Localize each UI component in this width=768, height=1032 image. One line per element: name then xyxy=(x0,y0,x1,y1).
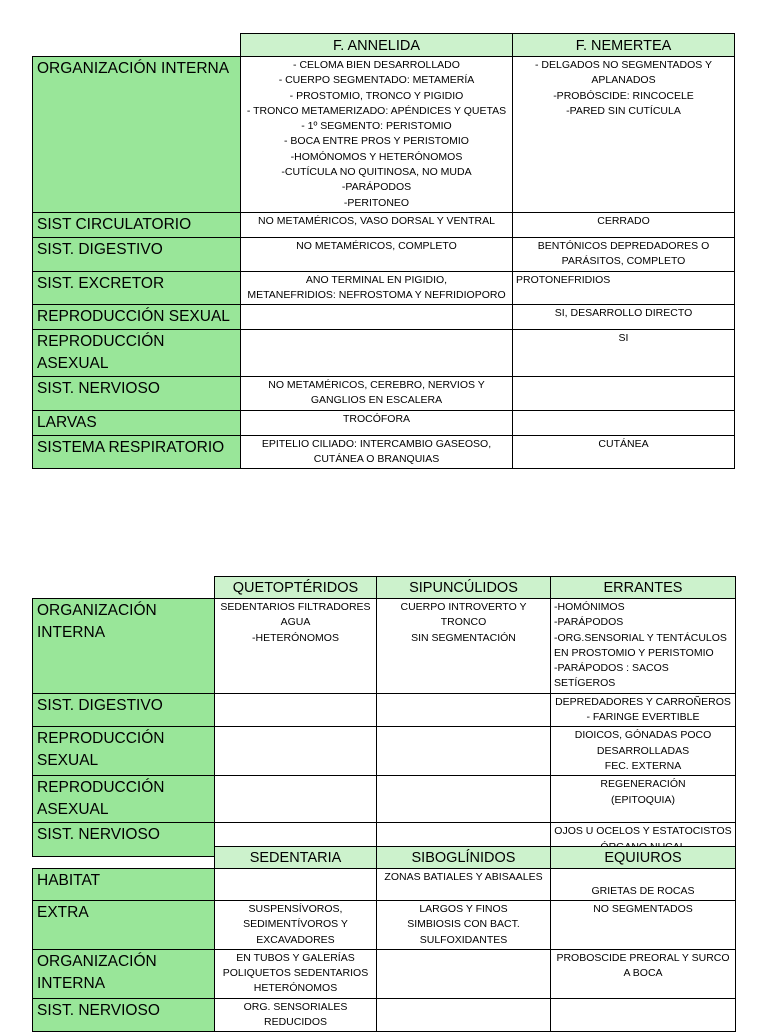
table-cell: SEDENTARIOS FILTRADORES AGUA -HETERÓNOMOS xyxy=(215,599,377,694)
table-cell xyxy=(215,727,377,776)
corner-blank xyxy=(33,34,241,57)
column-header: SIBOGLÍNIDOS xyxy=(377,847,551,869)
table-cell: CUERPO INTROVERTO Y TRONCO SIN SEGMENTACIÓN xyxy=(377,599,551,694)
table-cell: ZONAS BATIALES Y ABISAALES xyxy=(377,869,551,901)
polychaeta-groups-table xyxy=(32,576,736,857)
table-cell: EPITELIO CILIADO: INTERCAMBIO GASEOSO, CUTÁNEA O BRANQUIAS xyxy=(241,435,513,469)
column-header: SIPUNCÚLIDOS xyxy=(377,577,551,599)
row-label: SISTEMA RESPIRATORIO xyxy=(33,435,241,469)
table-cell: NO SEGMENTADOS xyxy=(551,901,736,950)
column-header: ERRANTES xyxy=(551,577,736,599)
annelida-nemertea-table xyxy=(32,33,735,469)
table-cell: GRIETAS DE ROCAS xyxy=(551,869,736,901)
row-label: SIST. NERVIOSO xyxy=(33,823,215,857)
table-cell xyxy=(215,693,377,727)
table-cell: ORG. SENSORIALES REDUCIDOS xyxy=(215,998,377,1032)
column-header: F. NEMERTEA xyxy=(513,34,735,57)
row-label: ORGANIZACIÓN INTERNA xyxy=(33,949,215,998)
table-cell: TROCÓFORA xyxy=(241,410,513,435)
sedentaria-groups-table xyxy=(32,846,736,1032)
table-cell xyxy=(241,305,513,330)
table-cell: PROTONEFRIDIOS xyxy=(513,271,735,305)
table-cell: OJOS U OCELOS Y ESTATOCISTOS xyxy=(551,823,736,857)
row-label: EXTRA xyxy=(33,901,215,950)
row-label: SIST. NERVIOSO xyxy=(33,377,241,411)
table-cell xyxy=(377,693,551,727)
table-cell: CERRADO xyxy=(513,213,735,238)
table-cell xyxy=(377,949,551,998)
table-cell xyxy=(215,776,377,823)
table-cell: SI, DESARROLLO DIRECTO xyxy=(513,305,735,330)
row-label: LARVAS xyxy=(33,410,241,435)
table-cell: ANO TERMINAL EN PIGIDIO, METANEFRIDIOS: NEFROSTOMA Y NEFRIDIOPORO xyxy=(241,271,513,305)
row-label: ORGANIZACIÓN INTERNA xyxy=(33,599,215,694)
table-cell: NO METAMÉRICOS, COMPLETO xyxy=(241,238,513,272)
table-cell xyxy=(215,869,377,901)
table-cell xyxy=(513,377,735,411)
row-label: SIST. EXCRETOR xyxy=(33,271,241,305)
table-cell: EN TUBOS Y GALERÍAS POLIQUETOS SEDENTARIOS HETERÓNOMOS xyxy=(215,949,377,998)
table-cell xyxy=(377,727,551,776)
column-header: EQUIUROS xyxy=(551,847,736,869)
column-header: SEDENTARIA xyxy=(215,847,377,869)
table-cell: REGENERACIÓN (EPITOQUIA) xyxy=(551,776,736,823)
row-label: SIST CIRCULATORIO xyxy=(33,213,241,238)
row-label: REPRODUCCIÓN ASEXUAL xyxy=(33,776,215,823)
table-cell: DIOICOS, GÓNADAS POCO DESARROLLADAS FEC. EXTERNA xyxy=(551,727,736,776)
table-cell: BENTÓNICOS DEPREDADORES O PARÁSITOS, COMPLETO xyxy=(513,238,735,272)
corner-blank xyxy=(33,577,215,599)
table-cell: - CELOMA BIEN DESARROLLADO - CUERPO SEGMENTADO: METAMERÍA - PROSTOMIO, TRONCO Y PIGIDIO - TRONCO METAMERIZADO: APÉNDICES Y QUETAS - 1º SEGMENTO: PERISTOMIO - BOCA ENTRE PROS Y PERISTOMIO -HOMÓNOMOS Y HETERÓNOMOS -CUTÍCULA NO QUITINOSA, NO MUDA -PARÁPODOS -PERITONEO xyxy=(241,57,513,213)
column-header: QUETOPTÉRIDOS xyxy=(215,577,377,599)
row-label: HABITAT xyxy=(33,869,215,901)
table-cell: NO METAMÉRICOS, VASO DORSAL Y VENTRAL xyxy=(241,213,513,238)
table-cell: NO METAMÉRICOS, CEREBRO, NERVIOS Y GANGLIOS EN ESCALERA xyxy=(241,377,513,411)
corner-blank xyxy=(33,847,215,869)
table-cell: -HOMÓNIMOS -PARÁPODOS -ORG.SENSORIAL Y TENTÁCULOS EN PROSTOMIO Y PERISTOMIO -PARÁPODOS : SACOS SETÍGEROS xyxy=(551,599,736,694)
table-cell: - DELGADOS NO SEGMENTADOS Y APLANADOS -PROBÓSCIDE: RINCOCELE -PARED SIN CUTÍCULA xyxy=(513,57,735,213)
table-cell xyxy=(241,330,513,377)
table-cell: CUTÁNEA xyxy=(513,435,735,469)
row-label: SIST. DIGESTIVO xyxy=(33,693,215,727)
table-cell: PROBOSCIDE PREORAL Y SURCO A BOCA xyxy=(551,949,736,998)
table-cell: SUSPENSÍVOROS, SEDIMENTÍVOROS Y EXCAVADORES xyxy=(215,901,377,950)
row-label: REPRODUCCIÓN SEXUAL xyxy=(33,305,241,330)
table-cell: DEPREDADORES Y CARROÑEROS - FARINGE EVERTIBLE xyxy=(551,693,736,727)
table-cell: SI xyxy=(513,330,735,377)
row-label: REPRODUCCIÓN SEXUAL xyxy=(33,727,215,776)
table-cell xyxy=(377,776,551,823)
table-cell xyxy=(377,998,551,1032)
table-cell: LARGOS Y FINOS SIMBIOSIS CON BACT. SULFOXIDANTES xyxy=(377,901,551,950)
row-label: ORGANIZACIÓN INTERNA xyxy=(33,57,241,213)
row-label: SIST. NERVIOSO xyxy=(33,998,215,1032)
column-header: F. ANNELIDA xyxy=(241,34,513,57)
row-label: REPRODUCCIÓN ASEXUAL xyxy=(33,330,241,377)
row-label: SIST. DIGESTIVO xyxy=(33,238,241,272)
table-cell xyxy=(513,410,735,435)
table-cell xyxy=(551,998,736,1032)
